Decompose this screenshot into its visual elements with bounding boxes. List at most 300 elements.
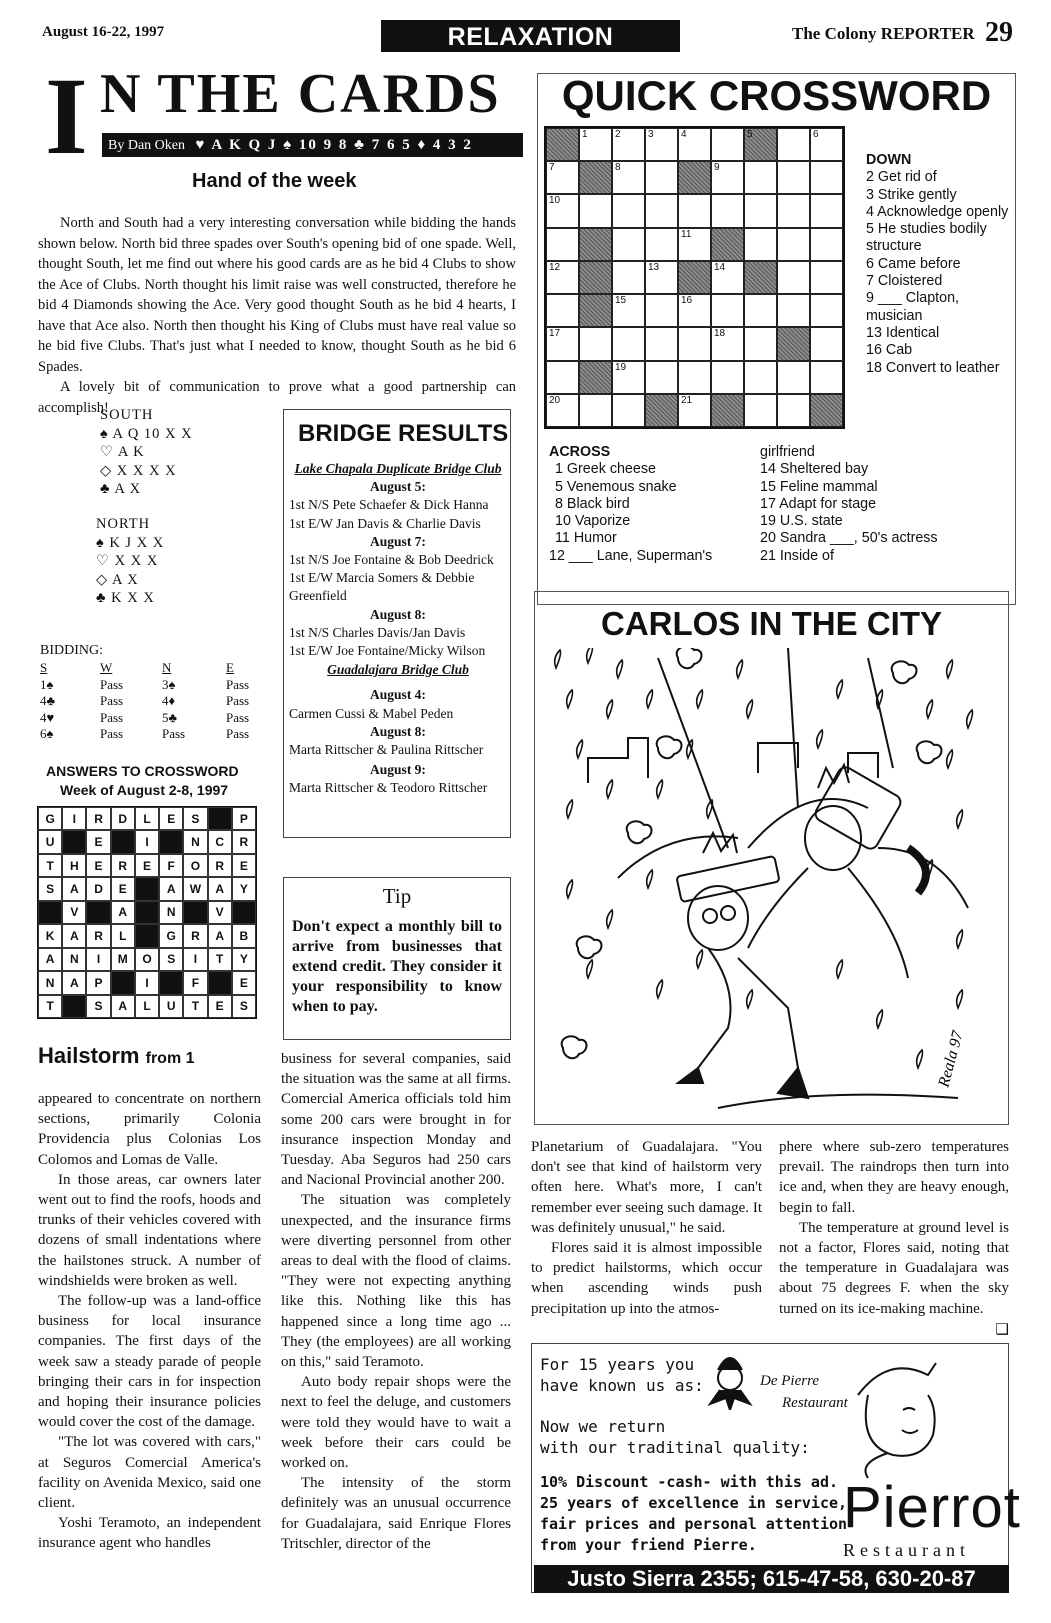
answer-cell: E <box>159 807 183 830</box>
crossword-block <box>744 128 777 161</box>
hailstorm-jump: from 1 <box>145 1050 195 1067</box>
crossword-cell[interactable] <box>810 361 843 394</box>
answer-cell: U <box>38 830 62 853</box>
answer-cell: N <box>62 948 86 971</box>
bid-cell: 5♣ <box>162 709 178 725</box>
crossword-cell[interactable] <box>711 294 744 327</box>
result-line: 1st E/W Jan Davis & Charlie Davis <box>289 515 481 531</box>
bridge-results-title: BRIDGE RESULTS <box>298 420 509 447</box>
hand-paragraph: A lovely bit of communication to prove what a good partnership can accomplish! <box>38 379 516 416</box>
crossword-cell[interactable] <box>678 194 711 227</box>
across-clues-cont <box>760 444 1010 565</box>
article-paragraph: business for several companies, said the situation was the same at all firms. Comercial America officials told him some 200 cars were brought in for insurance inspection Monday and Tuesday. Aba Seguros had 250 cars and Nacional Provincial another 200. <box>281 1051 511 1189</box>
down-label: DOWN <box>866 152 912 168</box>
crossword-cell[interactable] <box>579 327 612 360</box>
result-date: August 8: <box>370 606 426 622</box>
crossword-cell[interactable] <box>546 294 579 327</box>
article-paragraph: "The lot was covered with cars," at Seguros Comercial America's facility on Avenida Mexico, said one client. <box>38 1434 261 1512</box>
crossword-cell[interactable] <box>777 261 810 294</box>
clue-number: 10 <box>549 195 561 207</box>
result-line: Marta Rittscher & Paulina Rittscher <box>289 742 484 758</box>
clue: 14 Sheltered bay <box>760 461 869 478</box>
clue-number: 4 <box>681 129 687 140</box>
article-text: The temperature at ground level is not a factor, Flores said, noting that the temperature in Guadalajara was about 75 degrees F. when the sky turned on its ice-making machine. <box>779 1219 1009 1317</box>
answer-cell: G <box>159 924 183 947</box>
crossword-cell[interactable] <box>678 228 711 261</box>
answers-title: ANSWERS TO CROSSWORD <box>46 763 239 779</box>
ad-brand-sub: Restaurant <box>843 1540 970 1560</box>
clue: 15 Feline mammal <box>760 478 878 495</box>
bid-row <box>40 677 266 694</box>
ad-address: Justo Sierra 2355; 615-47-58, 630-20-87 <box>534 1565 1009 1593</box>
crossword-cell[interactable] <box>744 194 777 227</box>
hand-text <box>38 213 516 418</box>
article-paragraph: The intensity of the storm definitely was an unusual occurrence for Guadalajara, said Enrique Flores Tritschler, director of the <box>281 1475 511 1552</box>
crossword-cell[interactable] <box>777 128 810 161</box>
crossword-cell[interactable] <box>579 194 612 227</box>
answer-cell: E <box>86 854 110 877</box>
answer-block <box>135 901 159 924</box>
crossword-cell[interactable] <box>711 261 744 294</box>
comic-title: CARLOS IN THE CITY <box>600 605 942 642</box>
article-paragraph: The situation was completely unexpected, and the insurance firms were diverting personnel from other areas to deal with the flood of claims. "They were not expecting anything like this. Nothing like this has happened since a long time ago ... They (the employees) are all working on this," said Teramoto. <box>281 1192 511 1371</box>
crossword-cell[interactable] <box>678 327 711 360</box>
clue-number: 21 <box>681 394 693 406</box>
clue-number: 19 <box>615 361 627 373</box>
crossword-cell[interactable] <box>744 228 777 261</box>
south-clubs: ♣ A X <box>100 481 142 497</box>
bid-row <box>40 693 266 710</box>
bid-cell: 1♠ <box>40 676 54 692</box>
bid-cell: 4♣ <box>40 693 56 708</box>
crossword-cell[interactable] <box>810 327 843 360</box>
answer-cell: I <box>86 948 110 971</box>
answer-cell: W <box>183 877 207 900</box>
clue-number: 1 <box>582 129 588 140</box>
clue: 6 Came before <box>866 255 961 272</box>
article-paragraph: Flores said it is almost impossible to predict hailstorms, which occur when ascending winds push precipitation up into the atmos- <box>531 1240 762 1317</box>
clue: 2 Get rid of <box>866 169 937 186</box>
crossword-cell[interactable] <box>612 261 645 294</box>
bid-cell: Pass <box>226 676 250 692</box>
bid-header: E <box>226 660 234 675</box>
answer-block <box>208 971 232 994</box>
ad-line: Restaurant <box>782 1395 848 1411</box>
crossword-cell[interactable] <box>612 128 645 161</box>
crossword-cell[interactable] <box>612 294 645 327</box>
answer-block <box>111 830 135 853</box>
article-paragraph: Yoshi Teramoto, an independent insurance agent who handles <box>38 1515 261 1552</box>
crossword-cell[interactable] <box>645 361 678 394</box>
hailstorm-col-1 <box>38 1089 261 1554</box>
crossword-cell[interactable] <box>546 194 579 227</box>
crossword-cell[interactable] <box>546 361 579 394</box>
answer-cell: A <box>208 924 232 947</box>
crossword-cell[interactable] <box>645 194 678 227</box>
crossword-cell[interactable] <box>612 327 645 360</box>
ad-line: 25 years of excellence in service, <box>540 1494 848 1512</box>
crossword-cell[interactable] <box>612 161 645 194</box>
clue-number: 2 <box>615 129 621 140</box>
clue-number: 5 <box>747 129 753 140</box>
issue-date: August 16-22, 1997 <box>42 24 165 40</box>
crossword-block <box>579 261 612 294</box>
answer-block <box>86 901 110 924</box>
bid-cell: Pass <box>100 726 124 741</box>
clue: 9 ___ Clapton, musician <box>866 290 959 324</box>
south-hand <box>100 406 193 499</box>
result-line: 1st N/S Joe Fontaine & Bob Deedrick <box>289 552 494 568</box>
article-paragraph: The follow-up was a land-office business for local insurance companies. The first days of the week saw a steady parade of people bringing their cars in for inspection and hoping their insurance policies would cover the cost of the damage. <box>38 1293 261 1431</box>
clue-number: 18 <box>714 328 726 340</box>
clue-number: 7 <box>549 162 555 174</box>
answer-block <box>159 830 183 853</box>
answer-cell: A <box>111 995 135 1018</box>
crossword-cell[interactable] <box>777 394 810 427</box>
answer-cell: S <box>183 807 207 830</box>
result-date: August 5: <box>370 479 426 495</box>
result-date: August 7: <box>370 533 426 549</box>
crossword-block <box>546 128 579 161</box>
answer-cell: E <box>232 971 256 994</box>
answer-cell: L <box>135 807 159 830</box>
answer-cell: P <box>232 807 256 830</box>
crossword-cell[interactable] <box>678 361 711 394</box>
result-line: Carmen Cussi & Mabel Peden <box>289 705 454 721</box>
crossword-cell[interactable] <box>711 128 744 161</box>
hand-of-week-title: Hand of the week <box>192 170 357 192</box>
crossword-cell[interactable] <box>546 228 579 261</box>
article-paragraph: Planetarium of Guadalajara. "You don't see that kind of hailstorm very often here. What's more, I can't remember ever seeing such damage. It was definitely unusual," he said. <box>531 1139 762 1236</box>
hailstorm-col-2 <box>281 1049 511 1554</box>
crossword-cell[interactable] <box>645 327 678 360</box>
answer-cell: E <box>86 830 110 853</box>
clue-number: 20 <box>549 394 561 406</box>
answer-cell: N <box>183 830 207 853</box>
bidding <box>40 643 266 743</box>
answer-block <box>183 901 207 924</box>
crossword-cell[interactable] <box>744 394 777 427</box>
article-paragraph: In those areas, car owners later went out to find the roofs, hoods and trunks of their vehicles covered with dozens of small indentations where the hailstones struck. A number of windshields were broken as well. <box>38 1171 261 1289</box>
crossword-cell[interactable] <box>612 228 645 261</box>
answer-block <box>135 877 159 900</box>
result-date: August 4: <box>370 687 426 703</box>
crossword-block <box>579 161 612 194</box>
article-paragraph: phere where sub-zero temperatures prevail. The raindrops then turn into ice and, when they are heavy enough, begin to fall. <box>779 1139 1009 1216</box>
crossword-cell[interactable] <box>546 261 579 294</box>
answer-block <box>208 807 232 830</box>
answers-subtitle: Week of August 2-8, 1997 <box>60 782 229 798</box>
clue: 18 Convert to leather <box>866 359 1000 376</box>
bidding-table <box>40 660 266 743</box>
bid-cell: Pass <box>100 676 124 692</box>
answers-grid <box>37 806 257 1019</box>
result-line: 1st E/W Marcia Somers & Debbie Greenfield <box>289 570 475 604</box>
north-clubs: ♣ K X X <box>96 590 155 606</box>
bid-cell: Pass <box>100 693 124 708</box>
crossword-cell[interactable] <box>711 161 744 194</box>
crossword-cell[interactable] <box>777 228 810 261</box>
ad-line: have known us as: <box>540 1376 704 1395</box>
clue: 5 Venemous snake <box>555 478 677 495</box>
answer-cell: A <box>208 877 232 900</box>
clue: 12 ___ Lane, Superman's <box>549 547 713 564</box>
clue-number: 13 <box>648 261 660 273</box>
result-date: August 9: <box>370 762 426 778</box>
north-hand <box>96 515 164 608</box>
bid-header: S <box>40 660 48 675</box>
south-spades: ♠ A Q 10 X X <box>100 425 193 442</box>
clue-number: 11 <box>681 228 692 240</box>
club-name: Guadalajara Bridge Club <box>327 662 469 678</box>
answer-cell: I <box>62 807 86 830</box>
crossword-block <box>579 228 612 261</box>
ad-line: For 15 years you <box>540 1355 695 1374</box>
answer-cell: A <box>62 971 86 994</box>
crossword-block <box>579 361 612 394</box>
answer-cell: L <box>135 995 159 1018</box>
crossword-cell[interactable] <box>546 394 579 427</box>
answer-cell: G <box>38 807 62 830</box>
result-line: 1st E/W Joe Fontaine/Micky Wilson <box>289 643 486 659</box>
crossword-block <box>645 394 678 427</box>
bid-header: N <box>162 660 172 675</box>
clue-number: 17 <box>549 328 561 340</box>
ad-line: fair prices and personal attention <box>540 1515 848 1533</box>
ad-brand: Pierrot <box>843 1475 1021 1540</box>
answer-block <box>232 901 256 924</box>
crossword-cell[interactable] <box>744 294 777 327</box>
answer-block <box>62 830 86 853</box>
crossword-cell[interactable] <box>579 394 612 427</box>
crossword-cell[interactable] <box>810 261 843 294</box>
answer-cell: T <box>183 995 207 1018</box>
clue-number: 3 <box>648 129 654 140</box>
answer-cell: S <box>38 877 62 900</box>
crossword-cell[interactable] <box>645 161 678 194</box>
answer-cell: T <box>38 995 62 1018</box>
north-label: NORTH <box>96 516 151 532</box>
crossword-block <box>579 294 612 327</box>
hailstorm-title <box>38 1043 195 1069</box>
clue: 8 Black bird <box>555 495 630 512</box>
crossword-cell[interactable] <box>546 327 579 360</box>
crossword-cell[interactable] <box>645 128 678 161</box>
crossword-cell[interactable] <box>645 228 678 261</box>
answer-cell: U <box>159 995 183 1018</box>
crossword-cell[interactable] <box>711 327 744 360</box>
crossword-block <box>678 161 711 194</box>
answer-cell: A <box>62 877 86 900</box>
answer-cell: F <box>159 854 183 877</box>
bid-cell: 4♦ <box>162 693 176 708</box>
north-hearts: ♡ X X X <box>96 553 159 569</box>
down-clues <box>866 152 1011 377</box>
end-mark-icon: ❑ <box>995 1319 1009 1338</box>
answer-cell: R <box>111 854 135 877</box>
crossword-block <box>678 261 711 294</box>
answer-cell: R <box>86 807 110 830</box>
crossword-cell[interactable] <box>711 361 744 394</box>
crossword-cell[interactable] <box>678 128 711 161</box>
crossword-grid <box>544 126 845 429</box>
club-name: Lake Chapala Duplicate Bridge Club <box>294 461 502 476</box>
answer-cell: O <box>183 854 207 877</box>
clue: 7 Cloistered <box>866 273 943 290</box>
answer-cell: R <box>183 924 207 947</box>
bridge-results-body <box>289 460 507 798</box>
crossword-cell[interactable] <box>777 194 810 227</box>
answer-cell: S <box>86 995 110 1018</box>
byline-author: By Dan Oken <box>108 138 185 153</box>
cards-byline <box>102 133 523 157</box>
answer-block <box>135 924 159 947</box>
answer-cell: A <box>62 924 86 947</box>
clue: 1 Greek cheese <box>555 461 656 478</box>
south-diamonds: ◇ X X X X <box>100 462 177 479</box>
crossword-cell[interactable] <box>777 294 810 327</box>
north-spades: ♠ K J X X <box>96 534 165 551</box>
answer-cell: R <box>232 830 256 853</box>
hailstorm-col-3 <box>531 1137 762 1319</box>
result-line: 1st N/S Charles Davis/Jan Davis <box>289 624 466 640</box>
answer-cell: Y <box>232 948 256 971</box>
crossword-cell[interactable] <box>777 161 810 194</box>
result-line: Marta Rittscher & Teodoro Rittscher <box>289 780 488 796</box>
crossword-cell[interactable] <box>810 228 843 261</box>
ad-years <box>540 1354 704 1396</box>
answer-cell: S <box>159 948 183 971</box>
clue-number: 9 <box>714 162 720 174</box>
clue: 17 Adapt for stage <box>760 495 877 512</box>
crossword-cell[interactable] <box>678 394 711 427</box>
comic-illustration <box>548 648 995 1118</box>
crossword-cell[interactable] <box>645 261 678 294</box>
across-label: ACROSS <box>549 444 611 460</box>
ad-offer <box>540 1472 847 1556</box>
crossword-block <box>711 228 744 261</box>
clue: 11 Humor <box>555 530 617 547</box>
clue: 5 He studies bodily structure <box>866 221 987 255</box>
clue-number: 8 <box>615 162 621 174</box>
ad-line: 10% Discount -cash- with this ad. <box>540 1473 839 1491</box>
crossword-title: QUICK CROSSWORD <box>561 72 992 119</box>
clue: 13 Identical <box>866 324 940 341</box>
crossword-cell[interactable] <box>744 327 777 360</box>
crossword-cell[interactable] <box>678 294 711 327</box>
clue-number: 12 <box>549 261 561 273</box>
answer-cell: V <box>208 901 232 924</box>
bid-cell: Pass <box>226 693 250 708</box>
crossword-block <box>777 327 810 360</box>
crossword-cell[interactable] <box>612 394 645 427</box>
cards-title: N THE CARDS <box>100 63 501 125</box>
clue-number: 14 <box>714 261 726 273</box>
answer-block <box>38 901 62 924</box>
tip-title: Tip <box>382 884 412 908</box>
clue: 19 U.S. state <box>760 513 843 530</box>
bid-row <box>40 726 266 743</box>
answer-cell: Y <box>232 877 256 900</box>
answer-cell: N <box>38 971 62 994</box>
answer-cell: L <box>111 924 135 947</box>
crossword-block <box>810 394 843 427</box>
chef-logo-icon <box>700 1348 760 1410</box>
bidding-label: BIDDING: <box>40 643 103 658</box>
article-paragraph <box>779 1218 1009 1338</box>
hand-paragraph: North and South had a very interesting conversation while bidding the hands shown below. North bid three spades over South's opening bid of one spade. Well, thought South, let me find out where his good cards are as he bid 4 Clubs to show the Ace of Clubs. North thought his limit raise was well constructed, therefore he bid 4 Diamonds showing the Ace. Very good thought South as he bid 4 hearts, I have that Ace also. North then thought his King of Clubs must have real value so he bid five Clubs. That's just what I needed to know, thought South as he bid 6 Spades. <box>38 215 516 375</box>
tip-text: Don't expect a monthly bill to arrive from businesses that extend credit. They consider it your responsibility to know when to pay. <box>292 918 502 1015</box>
answer-cell: E <box>232 854 256 877</box>
answer-cell: T <box>208 948 232 971</box>
pierrot-face-icon <box>848 1355 948 1480</box>
ad-old-name <box>760 1370 848 1414</box>
bid-row <box>40 710 266 727</box>
crossword-cell[interactable] <box>645 294 678 327</box>
paper-name: The Colony REPORTER <box>792 24 975 43</box>
clue-number: 16 <box>681 295 693 307</box>
bid-cell: 3♠ <box>162 676 176 692</box>
section-banner: RELAXATION <box>381 20 680 52</box>
answer-cell: R <box>86 924 110 947</box>
clue: girlfriend <box>760 444 815 460</box>
article-paragraph: Auto body repair shops were the next to feel the deluge, and customers were told they would have to wait a week before their cars could be worked on. <box>281 1374 511 1472</box>
crossword-cell[interactable] <box>546 161 579 194</box>
crossword-cell[interactable] <box>612 194 645 227</box>
bid-cell: Pass <box>100 709 124 725</box>
bid-cell: Pass <box>162 726 186 741</box>
answer-cell: E <box>111 877 135 900</box>
answer-cell: F <box>183 971 207 994</box>
crossword-cell[interactable] <box>810 128 843 161</box>
clue: 16 Cab <box>866 342 913 359</box>
ad-line: from your friend Pierre. <box>540 1536 757 1554</box>
answer-cell: A <box>111 901 135 924</box>
crossword-cell[interactable] <box>744 361 777 394</box>
answer-cell: A <box>159 877 183 900</box>
crossword-cell[interactable] <box>777 361 810 394</box>
crossword-cell[interactable] <box>612 361 645 394</box>
clue: 3 Strike gently <box>866 186 957 203</box>
clue: 4 Acknowledge openly <box>866 203 1009 220</box>
crossword-cell[interactable] <box>711 194 744 227</box>
answer-block <box>159 971 183 994</box>
bid-cell: 4♥ <box>40 709 55 725</box>
answer-cell: I <box>135 971 159 994</box>
crossword-cell[interactable] <box>744 161 777 194</box>
answer-cell: C <box>208 830 232 853</box>
bid-cell: Pass <box>226 709 250 725</box>
crossword-cell[interactable] <box>579 128 612 161</box>
crossword-cell[interactable] <box>810 161 843 194</box>
crossword-cell[interactable] <box>810 194 843 227</box>
answer-cell: V <box>62 901 86 924</box>
crossword-cell[interactable] <box>810 294 843 327</box>
south-label: SOUTH <box>100 407 154 423</box>
clue-number: 6 <box>813 129 819 140</box>
across-clues <box>549 444 749 565</box>
result-date: August 8: <box>370 723 426 739</box>
ad-line: De Pierre <box>760 1373 820 1389</box>
north-diamonds: ◇ A X <box>96 571 139 588</box>
answer-cell: P <box>86 971 110 994</box>
answer-cell: H <box>62 854 86 877</box>
hailstorm-col-4 <box>779 1137 1009 1339</box>
page-number: 29 <box>985 17 1013 48</box>
answer-cell: D <box>86 877 110 900</box>
crossword-block <box>711 394 744 427</box>
answer-cell: K <box>38 924 62 947</box>
